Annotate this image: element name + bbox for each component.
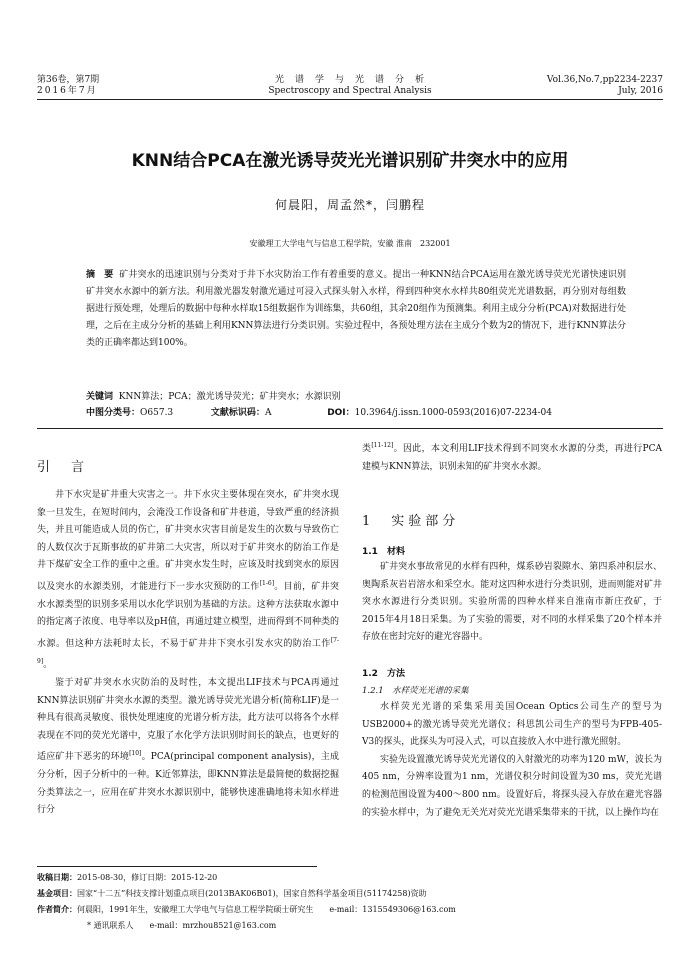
fund-value: 国家“十二五”科技支撑计划重点项目(2013BAK06B01)，国家自然科学基金项目(51174258)资助: [77, 889, 427, 898]
method-paragraph-2: 实验先设置激光诱导荧光光谱仪的入射激光的功率为120 mW，波长为405 nm，分辨率设置为1 nm，光谱仪积分时间设置为30 ms，荧光光谱的检测范围设置为400～800 nm。设置好后，将探头浸入存放在避光容器的实验水样中，为了避免无关光对荧光光谱采集带来的干扰，以上操作均在: [362, 754, 662, 818]
footnote-author: [37, 902, 663, 918]
intro-p2-text-b: 。PCA(principal component analysis)，主成分分析，因子分析中的一种。K近邻算法，即KNN算法是最简便的数据挖掘分类算法之一，应用在矿井突水水源识别中，能够快速准确地将未知水样进行分: [37, 752, 339, 816]
header-journal-cn: 光 谱 学 与 光 谱 分 析: [274, 75, 425, 85]
classification-line: [86, 405, 646, 421]
citation: [7-9]: [37, 636, 339, 666]
materials-paragraph: 矿井突水事故常见的水样有四种，煤系砂岩裂隙水、第四系冲积层水、奥陶系灰岩岩溶水和采空水。能对这四种水进行分类识别，进而则能对矿井突水水源进行分类识别。实验所需的四种水样来自淮南市新庄孜矿，于2015年4月18日采集。为了实验的需要，对不同的水样采集了20个样本并存放在密封完好的避光容器中。: [362, 562, 662, 643]
section-1-2-1-body: [362, 699, 662, 822]
author-label: 作者简介：: [37, 905, 77, 914]
clc-value: O657.3: [140, 408, 174, 418]
section-1-1-body: [362, 559, 662, 647]
right-paragraph-0: [362, 437, 662, 476]
author-value: 何晨阳，1991年生，安徽理工大学电气与信息工程学院硕士研究生 e-mail：1315549306@163.com: [77, 905, 456, 914]
citation: [1-6]: [259, 579, 275, 587]
intro-p2-text: 鉴于对矿井突水水灾防治的及时性，本文提出LIF技术与PCA再通过KNN算法识别矿井突水水源的类型。激光诱导荧光光谱分析(简称LIF)是一种具有很高灵敏度、很快处理速度的光谱分析方法，此方法可以将各个水样表现在不同的荧光光谱中，克服了水化学方法识别时间长的缺点，也更好的适应矿井下恶劣的环境: [37, 677, 339, 763]
footnote-corresponding: * 通讯联系人 e-mail：mrzhou8521@163.com: [87, 921, 277, 930]
footnotes: [37, 870, 663, 934]
section-1-2-1-heading: 1.2.1 水样荧光光谱的采集: [362, 686, 469, 696]
intro-p1-text-c: 。: [43, 660, 53, 671]
keywords: [86, 389, 646, 405]
left-column-body: [37, 487, 339, 820]
paper-affiliation: 安徽理工大学电气与信息工程学院，安徽 淮南 232001: [249, 239, 451, 248]
header-rule: [37, 99, 663, 100]
intro-p1-text: 井下水灾是矿井重大灾害之一。井下水灾主要体现在突水，矿井突水现象一旦发生，在短时间内，会淹没工作设备和矿井巷道，导致严重的经济损失，并且可能造成人员的伤亡，矿井突水灾害目前是发生的次数与导致伤亡的人数仅次于瓦斯事故的矿井第二大灾害，所以对于矿井突水的防治工作是井下煤矿安全工作的重中之重。矿井突水发生时，应该及时找到突水的原因以及突水的水源类别，才能进行下一步水灾预防的工作: [37, 490, 339, 592]
intro-paragraph-1: [37, 487, 339, 675]
footnote-fund: [37, 886, 663, 902]
right-p0-text: 类: [362, 444, 372, 454]
section-1-2-heading: 1.2 方法: [362, 669, 405, 679]
intro-paragraph-2: [37, 675, 339, 820]
section-1-1-heading: 1.1 材料: [362, 547, 405, 557]
received-label: 收稿日期：: [37, 873, 77, 882]
abstract: [86, 267, 626, 352]
header-date-cn: 2016年7月: [37, 86, 98, 96]
paper-title: KNN结合PCA在激光诱导荧光光谱识别矿井突水中的应用: [131, 151, 569, 171]
doc-value: A: [264, 408, 272, 418]
doi-label: DOI：: [327, 408, 355, 418]
citation: [10]: [129, 750, 142, 758]
abstract-text: 矿井突水的迅速识别与分类对于井下水灾防治工作有着重要的意义。提出一种KNN结合PCA运用在激光诱导荧光光谱快速识别矿井突水水源中的新方法。利用激光器发射激光通过可浸入式探头射入水样，得到四种突水水样共80组荧光光谱数据，再分别对每组数据进行预处理，处理后的数据中每种水样取15组数据作为训练集，共60组，其余20组作为预测集。利用主成分分析(PCA)对数据进行处理，之后在主成分分析的基础上利用KNN算法进行分类识别。实验过程中，各预处理方法在主成分个数为2的情况下，进行KNN算法分类的正确率都达到100%。: [86, 270, 626, 348]
section-intro-heading: 引 言: [37, 460, 89, 475]
header-date-en: July, 2016: [618, 86, 663, 96]
abstract-rule: [37, 428, 663, 429]
doi-value: 10.3964/j.issn.1000-0593(2016)07-2234-04: [354, 408, 553, 418]
citation: [11-12]: [371, 442, 394, 449]
clc-label: 中图分类号：: [86, 408, 141, 418]
right-p0-text-b: 。因此，本文利用LIF技术得到不同突水水源的分类，再进行PCA建模与KNN算法，识别未知的矿井突水水源。: [362, 444, 662, 472]
paper-authors: 何晨阳，周孟然*，闫鹏程: [274, 198, 425, 212]
header-journal-en: Spectroscopy and Spectral Analysis: [268, 86, 432, 96]
keywords-text: KNN算法；PCA；激光诱导荧光；矿井突水；水源识别: [118, 392, 341, 402]
footnote-received: [37, 870, 663, 886]
right-column-top: [362, 437, 662, 476]
section-1-heading: 1 实验部分: [362, 514, 460, 529]
doc-label: 文献标识码：: [210, 408, 265, 418]
footnote-rule: [37, 866, 317, 867]
received-value: 2015-08-30，修订日期：2015-12-20: [77, 873, 218, 882]
header-volume-cn: 第36卷，第7期: [37, 75, 100, 85]
keywords-label: 关键词: [86, 392, 114, 402]
header-volume-en: Vol.36,No.7,pp2234-2237: [546, 75, 663, 85]
fund-label: 基金项目：: [37, 889, 77, 898]
abstract-label: 摘 要: [86, 270, 114, 280]
method-paragraph-1: 水样荧光光谱的采集采用美国Ocean Optics公司生产的型号为USB2000+的激光诱导荧光光谱仪；科思凯公司生产的型号为FPB-405-V3的探头，此探头为可浸入式，可以直接放入水中进行激光照射。: [362, 702, 662, 748]
intro-p1-text-b: 。目前，矿井突水水源类型的识别多采用以水化学识别为基础的方法。这种方法获取水源中的指定离子浓度、电导率以及pH值，再通过建立模型，进而得到不同种类的水源。但这种方法耗时太长，不易于矿井井下突水引发水灾的防治工作: [37, 581, 339, 649]
